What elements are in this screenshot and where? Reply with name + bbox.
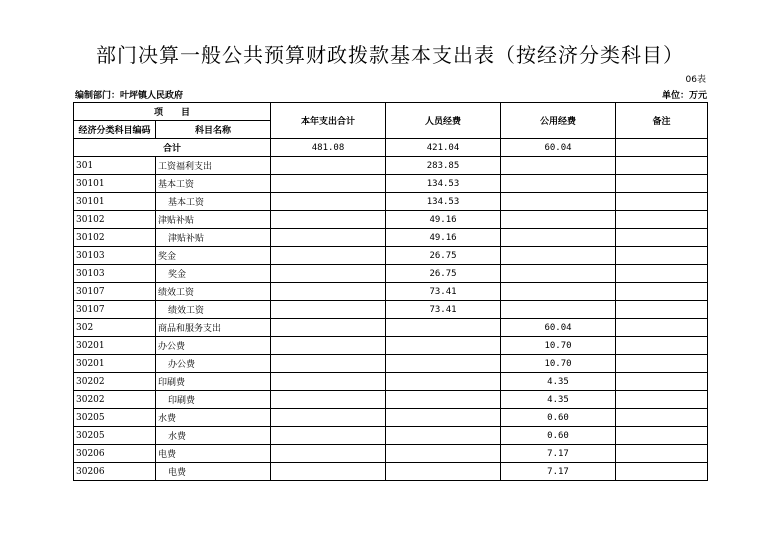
row-total: [271, 265, 386, 283]
row-name: 基本工资: [156, 193, 271, 211]
table-row: [74, 445, 708, 463]
table-row: [74, 301, 708, 319]
row-total: [271, 373, 386, 391]
row-public: [501, 175, 616, 193]
table-row: [74, 175, 708, 193]
row-code: 30103: [74, 265, 156, 283]
table-row: [74, 427, 708, 445]
row-total: [271, 391, 386, 409]
table-row: [74, 265, 708, 283]
row-total: [271, 283, 386, 301]
row-code: 30205: [74, 427, 156, 445]
row-public: 7.17: [501, 445, 616, 463]
row-personnel: [386, 463, 501, 481]
table-row: [74, 193, 708, 211]
total-personnel: 421.04: [386, 139, 501, 157]
row-public: [501, 211, 616, 229]
total-row: [74, 139, 708, 157]
row-remark: [616, 445, 708, 463]
row-code: 30202: [74, 391, 156, 409]
row-public: [501, 229, 616, 247]
row-total: [271, 175, 386, 193]
row-remark: [616, 373, 708, 391]
row-name: 津贴补贴: [156, 229, 271, 247]
code-header: 经济分类科目编码: [74, 121, 156, 139]
public-header: 公用经费: [501, 103, 616, 139]
remark-header: 备注: [616, 103, 708, 139]
row-remark: [616, 301, 708, 319]
row-code: 30206: [74, 463, 156, 481]
item-header: 项 目: [74, 103, 271, 121]
row-public: 60.04: [501, 319, 616, 337]
row-remark: [616, 229, 708, 247]
row-name: 绩效工资: [156, 301, 271, 319]
table-row: [74, 409, 708, 427]
row-personnel: [386, 427, 501, 445]
row-public: [501, 301, 616, 319]
row-name: 办公费: [156, 355, 271, 373]
form-number: 06表: [685, 75, 706, 85]
row-remark: [616, 409, 708, 427]
row-remark: [616, 265, 708, 283]
row-personnel: 134.53: [386, 175, 501, 193]
row-public: 0.60: [501, 427, 616, 445]
table-row: [74, 229, 708, 247]
row-code: 30102: [74, 229, 156, 247]
row-public: 7.17: [501, 463, 616, 481]
row-total: [271, 337, 386, 355]
row-personnel: 49.16: [386, 211, 501, 229]
row-personnel: [386, 445, 501, 463]
row-remark: [616, 193, 708, 211]
row-public: 10.70: [501, 355, 616, 373]
row-public: [501, 247, 616, 265]
row-public: [501, 157, 616, 175]
table-row: [74, 391, 708, 409]
row-public: [501, 265, 616, 283]
row-remark: [616, 355, 708, 373]
name-header: 科目名称: [156, 121, 271, 139]
row-remark: [616, 391, 708, 409]
row-code: 30202: [74, 373, 156, 391]
row-code: 30107: [74, 301, 156, 319]
row-personnel: 26.75: [386, 265, 501, 283]
row-code: 30102: [74, 211, 156, 229]
row-code: 30201: [74, 337, 156, 355]
total-amount: 481.08: [271, 139, 386, 157]
row-total: [271, 463, 386, 481]
row-personnel: [386, 391, 501, 409]
row-remark: [616, 157, 708, 175]
expenditure-table: [73, 102, 708, 481]
row-total: [271, 409, 386, 427]
row-name: 水费: [156, 409, 271, 427]
row-code: 30107: [74, 283, 156, 301]
row-public: 4.35: [501, 391, 616, 409]
row-personnel: [386, 373, 501, 391]
row-public: [501, 283, 616, 301]
row-personnel: 26.75: [386, 247, 501, 265]
row-remark: [616, 283, 708, 301]
total-public: 60.04: [501, 139, 616, 157]
table-body: [74, 139, 708, 481]
row-total: [271, 319, 386, 337]
compiling-unit: 编制部门：叶坪镇人民政府: [75, 91, 184, 101]
row-total: [271, 157, 386, 175]
row-code: 30205: [74, 409, 156, 427]
row-public: 4.35: [501, 373, 616, 391]
row-name: 奖金: [156, 247, 271, 265]
row-remark: [616, 247, 708, 265]
row-total: [271, 445, 386, 463]
row-remark: [616, 337, 708, 355]
row-total: [271, 427, 386, 445]
row-name: 电费: [156, 445, 271, 463]
row-personnel: [386, 337, 501, 355]
row-name: 商品和服务支出: [156, 319, 271, 337]
row-name: 水费: [156, 427, 271, 445]
table-row: [74, 157, 708, 175]
row-total: [271, 211, 386, 229]
row-code: 30206: [74, 445, 156, 463]
row-code: 301: [74, 157, 156, 175]
row-remark: [616, 175, 708, 193]
row-total: [271, 355, 386, 373]
row-remark: [616, 319, 708, 337]
row-total: [271, 193, 386, 211]
personnel-header: 人员经费: [386, 103, 501, 139]
table-row: [74, 283, 708, 301]
row-total: [271, 229, 386, 247]
row-total: [271, 301, 386, 319]
row-public: 10.70: [501, 337, 616, 355]
row-code: 30103: [74, 247, 156, 265]
row-personnel: [386, 409, 501, 427]
row-personnel: 49.16: [386, 229, 501, 247]
row-code: 30201: [74, 355, 156, 373]
row-name: 办公费: [156, 337, 271, 355]
row-name: 印刷费: [156, 373, 271, 391]
row-name: 工资福利支出: [156, 157, 271, 175]
row-code: 302: [74, 319, 156, 337]
row-code: 30101: [74, 193, 156, 211]
currency-unit: 单位：万元: [661, 91, 707, 101]
row-public: [501, 193, 616, 211]
row-name: 绩效工资: [156, 283, 271, 301]
row-remark: [616, 427, 708, 445]
page-title: 部门决算一般公共预算财政拨款基本支出表（按经济分类科目）: [96, 43, 684, 67]
row-name: 奖金: [156, 265, 271, 283]
total-label: 合计: [74, 139, 271, 157]
row-personnel: [386, 355, 501, 373]
row-name: 电费: [156, 463, 271, 481]
table-row: [74, 463, 708, 481]
row-personnel: 73.41: [386, 301, 501, 319]
row-personnel: 73.41: [386, 283, 501, 301]
table-row: [74, 247, 708, 265]
row-personnel: [386, 319, 501, 337]
header-row-1: [74, 103, 708, 121]
table-row: [74, 337, 708, 355]
row-personnel: 134.53: [386, 193, 501, 211]
row-remark: [616, 463, 708, 481]
row-name: 印刷费: [156, 391, 271, 409]
row-total: [271, 247, 386, 265]
row-public: 0.60: [501, 409, 616, 427]
row-remark: [616, 211, 708, 229]
row-code: 30101: [74, 175, 156, 193]
table-row: [74, 319, 708, 337]
table-row: [74, 355, 708, 373]
table-row: [74, 373, 708, 391]
row-name: 津贴补贴: [156, 211, 271, 229]
table-row: [74, 211, 708, 229]
total-remark: [616, 139, 708, 157]
total-header: 本年支出合计: [271, 103, 386, 139]
row-name: 基本工资: [156, 175, 271, 193]
row-personnel: 283.85: [386, 157, 501, 175]
